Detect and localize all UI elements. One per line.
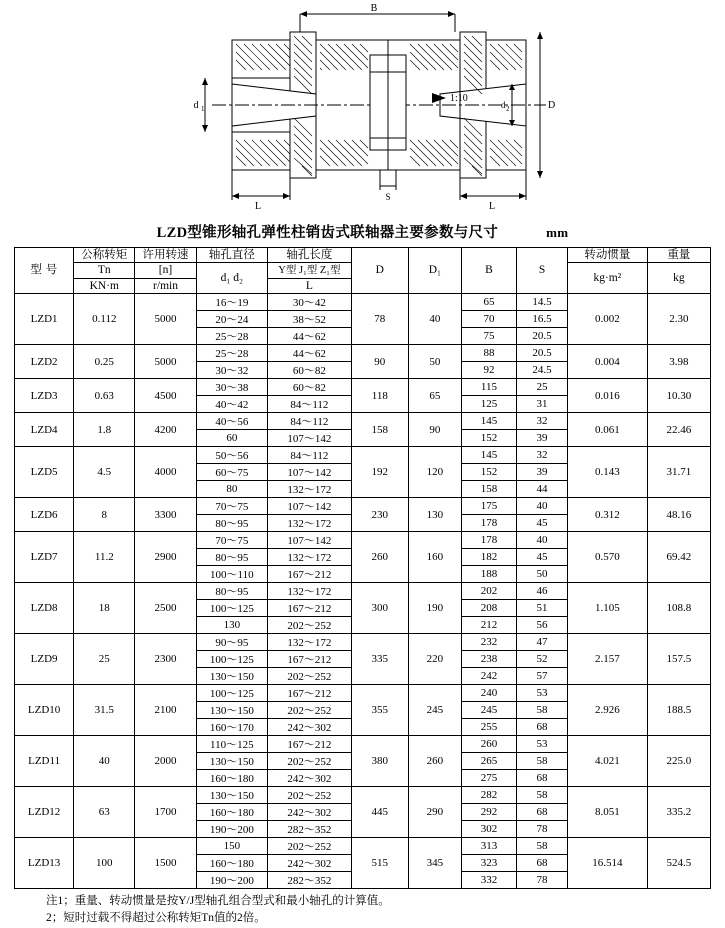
cell-weight: 69.42: [647, 532, 710, 583]
table-body: [15, 294, 711, 889]
cell-speed: 4000: [135, 447, 196, 498]
cell-B: 182: [461, 549, 516, 566]
cell-bore-length: 44～62: [268, 328, 352, 345]
cell-model: LZD3: [15, 379, 74, 413]
dim-label-d2: d: [501, 100, 506, 110]
table-row: [15, 294, 711, 311]
cell-bore-diameter: 80～95: [196, 583, 267, 600]
unit-label: mm: [546, 225, 569, 240]
cell-model: LZD8: [15, 583, 74, 634]
cell-bore-diameter: 130～150: [196, 702, 267, 719]
cell-torque: 0.25: [74, 345, 135, 379]
header-torque-unit: KN·m: [74, 278, 135, 293]
cell-bore-length: 107～142: [268, 430, 352, 447]
cell-weight: 157.5: [647, 634, 710, 685]
cell-inertia: 0.016: [568, 379, 648, 413]
cell-torque: 1.8: [74, 413, 135, 447]
cell-weight: 188.5: [647, 685, 710, 736]
cell-torque: 8: [74, 498, 135, 532]
cell-B: 238: [461, 651, 516, 668]
cell-speed: 2000: [135, 736, 196, 787]
cell-S: 40: [517, 498, 568, 515]
header-torque: 公称转矩: [74, 248, 135, 263]
cell-model: LZD7: [15, 532, 74, 583]
dim-label-l-left: L: [254, 201, 262, 212]
cell-B: 178: [461, 515, 516, 532]
cell-D1: 65: [408, 379, 461, 413]
cell-bore-length: 38～52: [268, 311, 352, 328]
cell-bore-diameter: 70～75: [196, 498, 267, 515]
table-row: [15, 787, 711, 804]
cell-B: 242: [461, 668, 516, 685]
cell-B: 70: [461, 311, 516, 328]
cell-B: 115: [461, 379, 516, 396]
cell-bore-diameter: 70～75: [196, 532, 267, 549]
cell-D: 355: [351, 685, 408, 736]
cell-B: 208: [461, 600, 516, 617]
cell-D1: 245: [408, 685, 461, 736]
cell-model: LZD13: [15, 838, 74, 889]
cell-D1: 260: [408, 736, 461, 787]
cell-weight: 108.8: [647, 583, 710, 634]
cell-D: 300: [351, 583, 408, 634]
cell-speed: 4200: [135, 413, 196, 447]
cell-S: 20.5: [517, 328, 568, 345]
header-bore-length: 轴孔长度: [268, 248, 352, 263]
cell-S: 50: [517, 566, 568, 583]
cell-bore-diameter: 80～95: [196, 515, 267, 532]
cell-bore-length: 132～172: [268, 481, 352, 498]
page-title: LZD型锥形轴孔弹性柱销齿式联轴器主要参数与尺寸: [156, 225, 499, 241]
cell-B: 158: [461, 481, 516, 498]
cell-speed: 5000: [135, 294, 196, 345]
cell-B: 323: [461, 855, 516, 872]
cell-B: 302: [461, 821, 516, 838]
cell-S: 24.5: [517, 362, 568, 379]
cell-S: 68: [517, 770, 568, 787]
note-1: 注1；重量、转动惯量是按Y/J型轴孔组合型式和最小轴孔的计算值。: [46, 895, 390, 908]
cell-bore-diameter: 80: [196, 481, 267, 498]
cell-B: 260: [461, 736, 516, 753]
cell-torque: 25: [74, 634, 135, 685]
cell-model: LZD4: [15, 413, 74, 447]
taper-label: 1:10: [450, 93, 468, 104]
cell-inertia: 0.004: [568, 345, 648, 379]
dim-label-d1-sub: 1: [201, 105, 205, 113]
table-notes: [0, 889, 725, 928]
cell-D: 230: [351, 498, 408, 532]
cell-torque: 40: [74, 736, 135, 787]
cell-inertia: 16.514: [568, 838, 648, 889]
cell-inertia: 1.105: [568, 583, 648, 634]
header-bore-diameter-symbol: d₁ d₂: [196, 263, 267, 294]
cell-bore-diameter: 130: [196, 617, 267, 634]
cell-bore-length: 167～212: [268, 736, 352, 753]
cell-inertia: 4.021: [568, 736, 648, 787]
cell-bore-length: 202～252: [268, 753, 352, 770]
dim-label-d: D: [548, 100, 556, 111]
cell-B: 188: [461, 566, 516, 583]
cell-D1: 120: [408, 447, 461, 498]
note-2: 2；短时过载不得超过公称转矩Tn值的2倍。: [46, 912, 266, 925]
cell-D: 118: [351, 379, 408, 413]
cell-bore-length: 242～302: [268, 804, 352, 821]
table-row: [15, 685, 711, 702]
cell-S: 53: [517, 685, 568, 702]
cell-B: 245: [461, 702, 516, 719]
cell-B: 65: [461, 294, 516, 311]
cell-D: 515: [351, 838, 408, 889]
cell-B: 88: [461, 345, 516, 362]
cell-inertia: 0.570: [568, 532, 648, 583]
table-row: [15, 736, 711, 753]
cell-bore-diameter: 16～19: [196, 294, 267, 311]
cell-D: 445: [351, 787, 408, 838]
cell-S: 53: [517, 736, 568, 753]
cell-D1: 220: [408, 634, 461, 685]
cell-bore-length: 60～82: [268, 362, 352, 379]
dim-label-d2-sub: 2: [506, 105, 510, 113]
cell-inertia: 0.061: [568, 413, 648, 447]
cell-B: 282: [461, 787, 516, 804]
cell-bore-length: 167～212: [268, 651, 352, 668]
header-inertia-unit: kg·m²: [568, 263, 648, 294]
cell-inertia: 0.002: [568, 294, 648, 345]
cell-bore-diameter: 160～180: [196, 770, 267, 787]
cell-S: 31: [517, 396, 568, 413]
cell-S: 40: [517, 532, 568, 549]
header-speed: 许用转速: [135, 248, 196, 263]
cell-weight: 22.46: [647, 413, 710, 447]
cell-torque: 100: [74, 838, 135, 889]
cell-bore-diameter: 150: [196, 838, 267, 855]
cell-model: LZD9: [15, 634, 74, 685]
table-header: [15, 248, 711, 294]
table-row: [15, 838, 711, 855]
cell-S: 45: [517, 549, 568, 566]
cell-bore-length: 132～172: [268, 515, 352, 532]
parameters-table: [14, 247, 711, 889]
cell-weight: 48.16: [647, 498, 710, 532]
cell-bore-length: 44～62: [268, 345, 352, 362]
cell-speed: 2100: [135, 685, 196, 736]
cell-speed: 1700: [135, 787, 196, 838]
cell-bore-diameter: 60: [196, 430, 267, 447]
cell-S: 78: [517, 872, 568, 889]
cell-bore-length: 242～302: [268, 855, 352, 872]
cell-bore-length: 60～82: [268, 379, 352, 396]
cell-bore-length: 202～252: [268, 787, 352, 804]
cell-bore-length: 202～252: [268, 838, 352, 855]
cell-S: 51: [517, 600, 568, 617]
cell-B: 125: [461, 396, 516, 413]
cell-bore-length: 202～252: [268, 668, 352, 685]
header-bore-diameter: 轴孔直径: [196, 248, 267, 263]
cell-S: 56: [517, 617, 568, 634]
table-row: [15, 413, 711, 430]
cell-S: 58: [517, 753, 568, 770]
cell-D1: 345: [408, 838, 461, 889]
cell-bore-length: 107～142: [268, 498, 352, 515]
cell-D1: 290: [408, 787, 461, 838]
cell-torque: 0.63: [74, 379, 135, 413]
cell-B: 202: [461, 583, 516, 600]
cell-inertia: 0.143: [568, 447, 648, 498]
cell-S: 39: [517, 464, 568, 481]
cell-bore-length: 107～142: [268, 464, 352, 481]
cell-bore-length: 167～212: [268, 685, 352, 702]
drawing-svg: [0, 0, 725, 215]
cell-bore-length: 282～352: [268, 872, 352, 889]
cell-B: 240: [461, 685, 516, 702]
dim-label-b-top: B: [370, 3, 378, 14]
cell-D1: 50: [408, 345, 461, 379]
cell-bore-diameter: 20～24: [196, 311, 267, 328]
cell-model: LZD12: [15, 787, 74, 838]
table-row: [15, 532, 711, 549]
cell-speed: 2300: [135, 634, 196, 685]
cell-D1: 190: [408, 583, 461, 634]
header-S: S: [517, 248, 568, 294]
cell-model: LZD2: [15, 345, 74, 379]
cell-bore-length: 167～212: [268, 600, 352, 617]
dim-label-d1: d: [193, 100, 199, 111]
header-row-1: [15, 248, 711, 263]
cell-bore-length: 202～252: [268, 617, 352, 634]
cell-weight: 3.98: [647, 345, 710, 379]
cell-bore-length: 242～302: [268, 770, 352, 787]
parameters-table-wrap: [0, 247, 725, 889]
cell-bore-length: 282～352: [268, 821, 352, 838]
cell-weight: 31.71: [647, 447, 710, 498]
table-row: [15, 498, 711, 515]
cell-bore-diameter: 50～56: [196, 447, 267, 464]
cell-bore-diameter: 90～95: [196, 634, 267, 651]
cell-torque: 0.112: [74, 294, 135, 345]
cell-B: 265: [461, 753, 516, 770]
header-speed-symbol: [n]: [135, 263, 196, 278]
cell-bore-diameter: 40～56: [196, 413, 267, 430]
cell-S: 52: [517, 651, 568, 668]
cell-D1: 40: [408, 294, 461, 345]
cell-S: 14.5: [517, 294, 568, 311]
cell-bore-length: 242～302: [268, 719, 352, 736]
cell-S: 58: [517, 838, 568, 855]
cell-weight: 335.2: [647, 787, 710, 838]
cell-model: LZD11: [15, 736, 74, 787]
cell-weight: 10.30: [647, 379, 710, 413]
cell-B: 292: [461, 804, 516, 821]
cell-bore-diameter: 130～150: [196, 753, 267, 770]
cell-S: 39: [517, 430, 568, 447]
cell-B: 212: [461, 617, 516, 634]
header-weight-unit: kg: [647, 263, 710, 294]
cell-B: 145: [461, 447, 516, 464]
cell-B: 275: [461, 770, 516, 787]
cell-S: 58: [517, 702, 568, 719]
cell-B: 92: [461, 362, 516, 379]
header-bore-length-symbol: L: [268, 278, 352, 293]
cell-D: 192: [351, 447, 408, 498]
cell-B: 313: [461, 838, 516, 855]
table-title-row: [0, 221, 725, 241]
header-D1: D₁: [408, 248, 461, 294]
table-row: [15, 634, 711, 651]
cell-bore-diameter: 160～170: [196, 719, 267, 736]
cell-bore-diameter: 25～28: [196, 345, 267, 362]
cell-bore-diameter: 100～110: [196, 566, 267, 583]
cell-bore-diameter: 30～32: [196, 362, 267, 379]
cell-D: 260: [351, 532, 408, 583]
cell-D1: 90: [408, 413, 461, 447]
cell-S: 68: [517, 804, 568, 821]
cell-S: 32: [517, 413, 568, 430]
cell-speed: 3300: [135, 498, 196, 532]
cell-S: 78: [517, 821, 568, 838]
cell-inertia: 8.051: [568, 787, 648, 838]
cell-torque: 11.2: [74, 532, 135, 583]
cell-bore-diameter: 60～75: [196, 464, 267, 481]
header-speed-unit: r/min: [135, 278, 196, 293]
cell-weight: 2.30: [647, 294, 710, 345]
cell-weight: 524.5: [647, 838, 710, 889]
cell-bore-diameter: 130～150: [196, 787, 267, 804]
cell-speed: 2500: [135, 583, 196, 634]
cell-bore-length: 132～172: [268, 583, 352, 600]
cell-bore-diameter: 130～150: [196, 668, 267, 685]
header-D: D: [351, 248, 408, 294]
cell-bore-diameter: 190～200: [196, 821, 267, 838]
header-weight: 重量: [647, 248, 710, 263]
header-inertia: 转动惯量: [568, 248, 648, 263]
cell-B: 178: [461, 532, 516, 549]
cell-D: 90: [351, 345, 408, 379]
cell-S: 44: [517, 481, 568, 498]
cell-S: 68: [517, 719, 568, 736]
cell-speed: 4500: [135, 379, 196, 413]
cell-B: 75: [461, 328, 516, 345]
cell-inertia: 0.312: [568, 498, 648, 532]
cell-S: 57: [517, 668, 568, 685]
cell-bore-diameter: 30～38: [196, 379, 267, 396]
cell-bore-length: 132～172: [268, 549, 352, 566]
table-row: [15, 583, 711, 600]
cell-S: 32: [517, 447, 568, 464]
header-B: B: [461, 248, 516, 294]
cell-bore-diameter: 160～180: [196, 804, 267, 821]
cell-bore-length: 167～212: [268, 566, 352, 583]
cell-B: 175: [461, 498, 516, 515]
cell-S: 25: [517, 379, 568, 396]
cell-torque: 31.5: [74, 685, 135, 736]
cell-bore-length: 84～112: [268, 396, 352, 413]
cell-D1: 130: [408, 498, 461, 532]
cell-D1: 160: [408, 532, 461, 583]
cell-bore-length: 30～42: [268, 294, 352, 311]
cell-S: 58: [517, 787, 568, 804]
cell-S: 46: [517, 583, 568, 600]
cell-bore-diameter: 100～125: [196, 651, 267, 668]
coupling-technical-drawing: [0, 0, 725, 215]
cell-S: 16.5: [517, 311, 568, 328]
cell-speed: 1500: [135, 838, 196, 889]
cell-model: LZD6: [15, 498, 74, 532]
cell-B: 152: [461, 464, 516, 481]
cell-inertia: 2.926: [568, 685, 648, 736]
table-row: [15, 379, 711, 396]
cell-torque: 63: [74, 787, 135, 838]
cell-bore-diameter: 160～180: [196, 855, 267, 872]
cell-D: 335: [351, 634, 408, 685]
cell-S: 45: [517, 515, 568, 532]
cell-bore-length: 107～142: [268, 532, 352, 549]
cell-model: LZD1: [15, 294, 74, 345]
cell-bore-diameter: 190～200: [196, 872, 267, 889]
cell-B: 332: [461, 872, 516, 889]
cell-B: 255: [461, 719, 516, 736]
cell-weight: 225.0: [647, 736, 710, 787]
table-row: [15, 447, 711, 464]
table-row: [15, 345, 711, 362]
cell-D: 78: [351, 294, 408, 345]
cell-bore-diameter: 25～28: [196, 328, 267, 345]
cell-inertia: 2.157: [568, 634, 648, 685]
cell-B: 232: [461, 634, 516, 651]
dim-label-l-right: L: [488, 201, 496, 212]
cell-torque: 18: [74, 583, 135, 634]
header-model: 型 号: [15, 248, 74, 294]
cell-bore-diameter: 100～125: [196, 685, 267, 702]
cell-torque: 4.5: [74, 447, 135, 498]
dim-label-s: S: [385, 192, 391, 202]
cell-model: LZD5: [15, 447, 74, 498]
cell-D: 380: [351, 736, 408, 787]
cell-bore-diameter: 110～125: [196, 736, 267, 753]
cell-D: 158: [351, 413, 408, 447]
cell-B: 152: [461, 430, 516, 447]
cell-bore-length: 84～112: [268, 447, 352, 464]
cell-S: 20.5: [517, 345, 568, 362]
header-bore-length-types: Y型 J₁型 Z₁型: [268, 263, 352, 278]
cell-bore-diameter: 80～95: [196, 549, 267, 566]
cell-bore-length: 84～112: [268, 413, 352, 430]
cell-model: LZD10: [15, 685, 74, 736]
cell-speed: 2900: [135, 532, 196, 583]
cell-speed: 5000: [135, 345, 196, 379]
cell-bore-length: 132～172: [268, 634, 352, 651]
cell-B: 145: [461, 413, 516, 430]
cell-S: 68: [517, 855, 568, 872]
cell-bore-diameter: 100～125: [196, 600, 267, 617]
cell-S: 47: [517, 634, 568, 651]
cell-bore-length: 202～252: [268, 702, 352, 719]
header-torque-symbol: Tn: [74, 263, 135, 278]
cell-bore-diameter: 40～42: [196, 396, 267, 413]
